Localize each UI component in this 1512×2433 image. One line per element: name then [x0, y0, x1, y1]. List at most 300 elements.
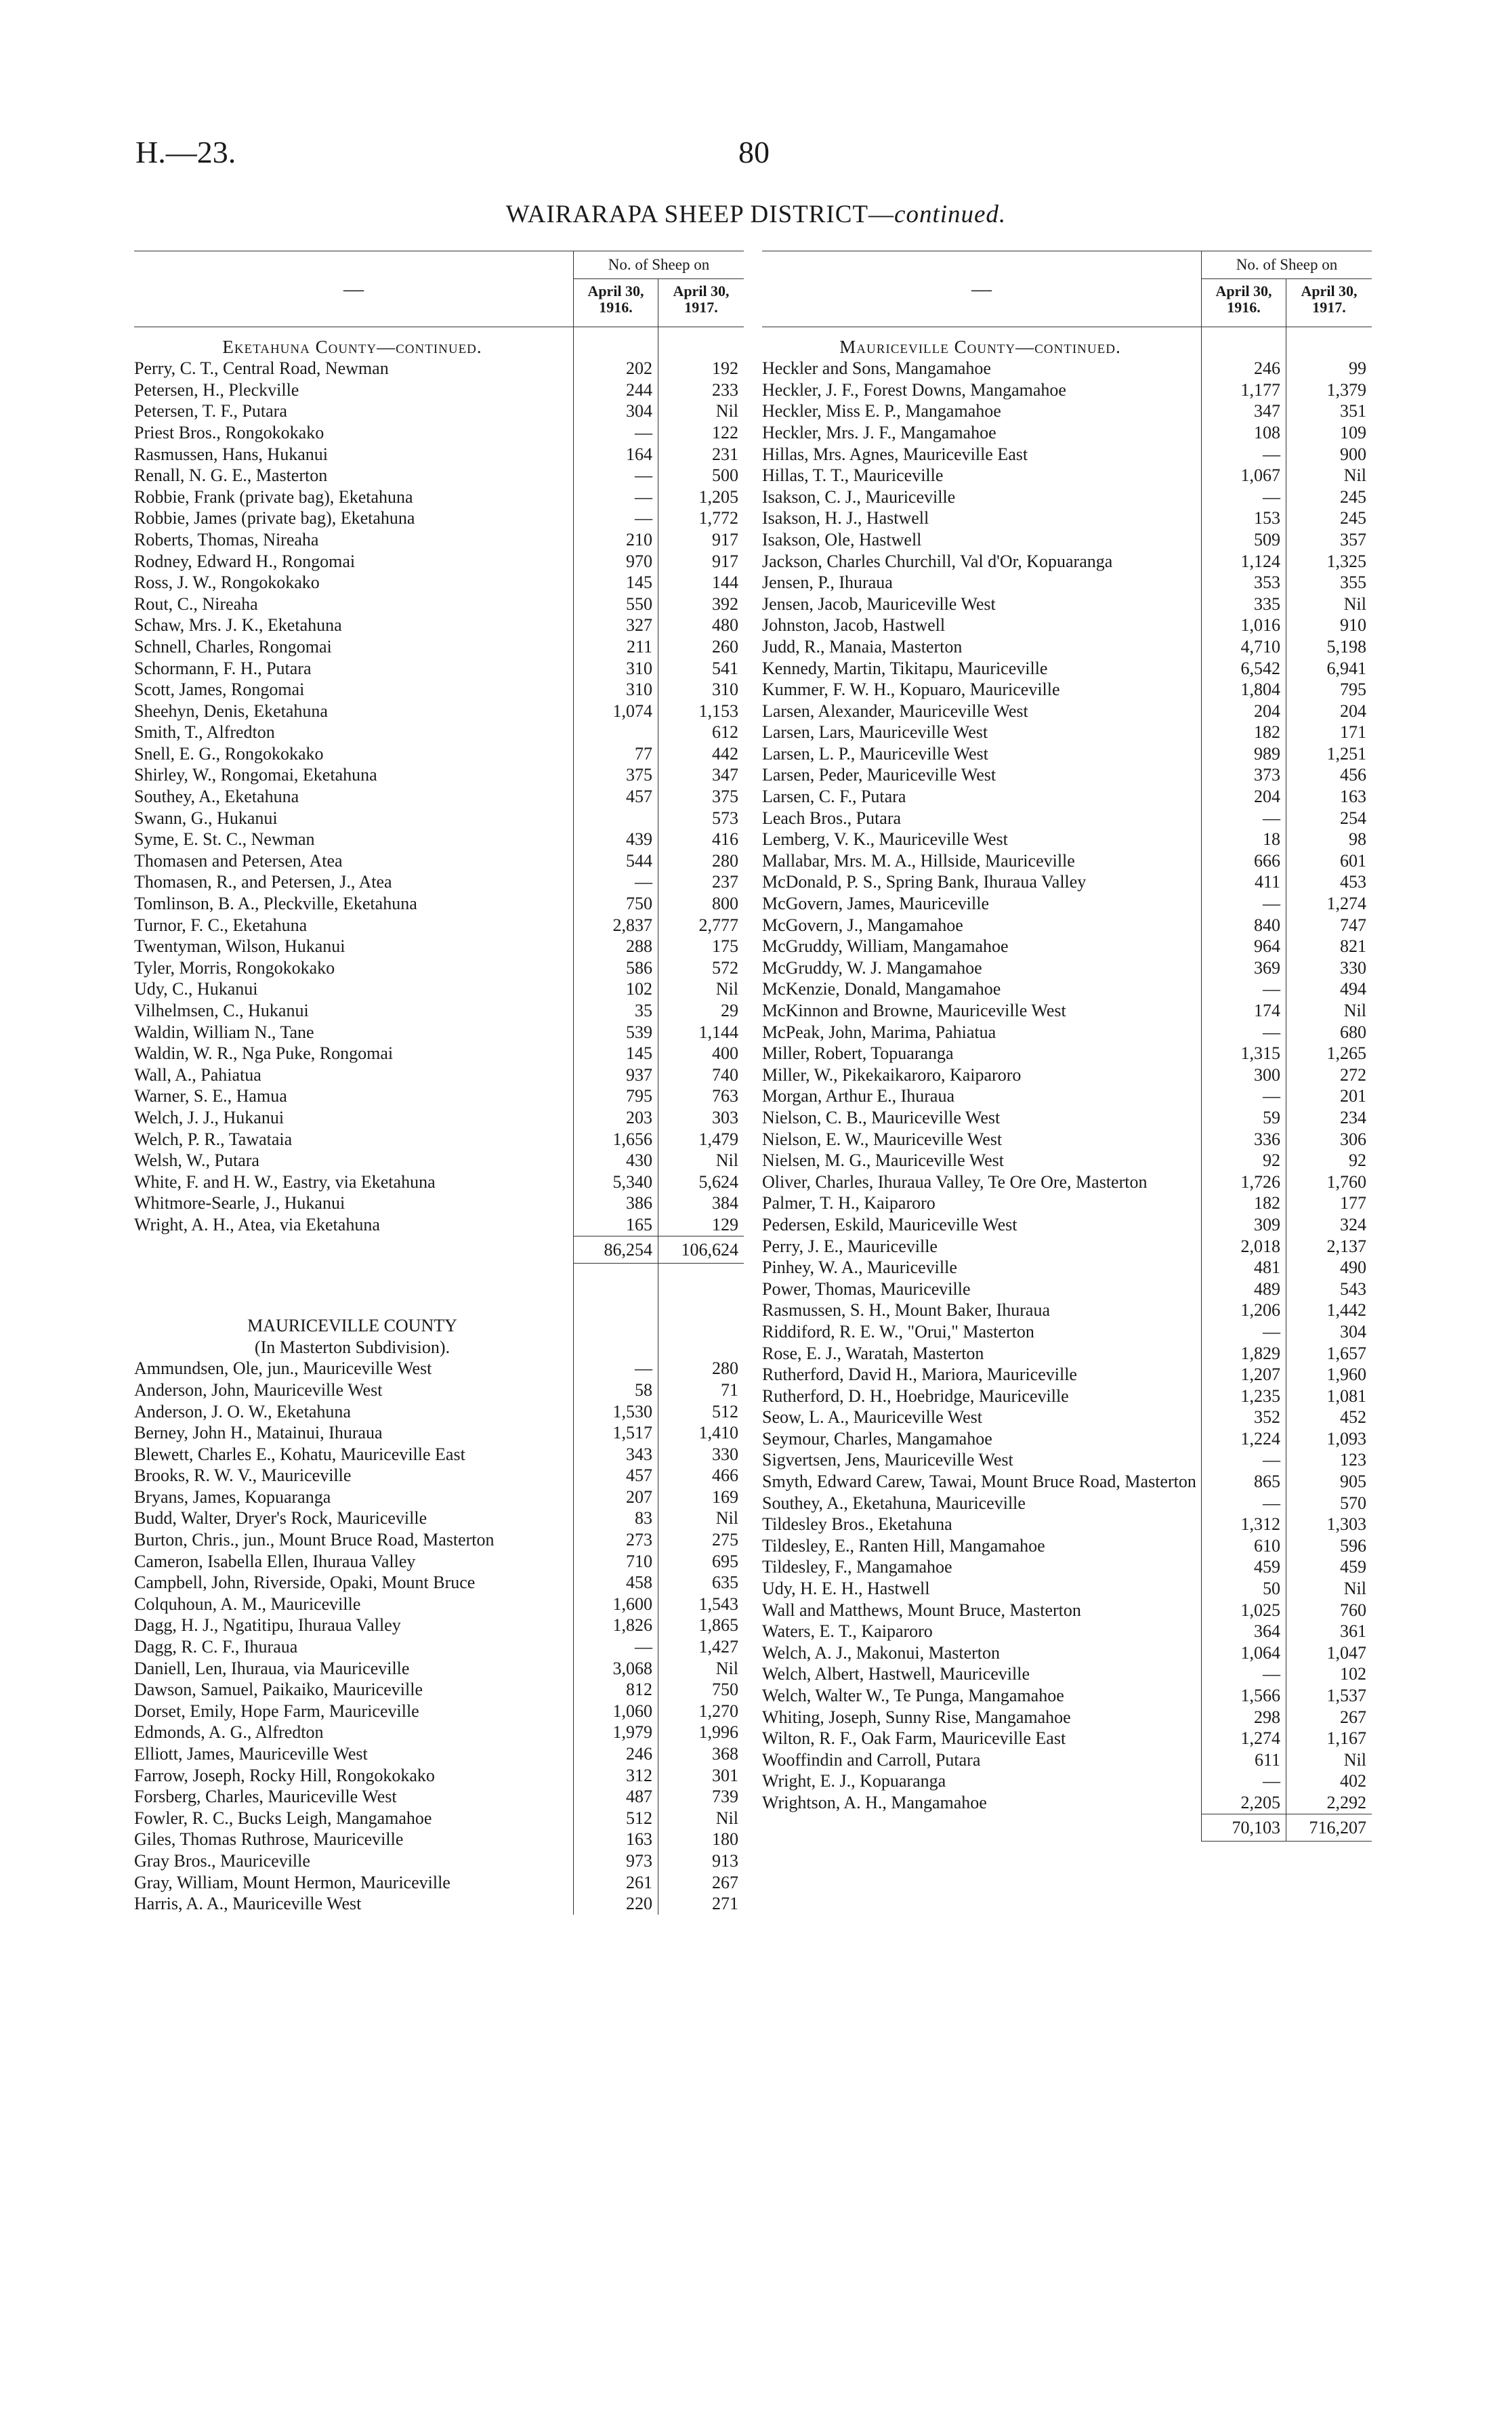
sheep-1917: 1,427 — [658, 1636, 744, 1658]
owner-name: Cameron, Isabella Ellen, Ihuraua Valley — [134, 1551, 416, 1571]
header-1917: April 30, 1917. — [658, 278, 744, 320]
table-row — [762, 1556, 1372, 1578]
table-row — [134, 1658, 744, 1680]
empty-cell — [658, 327, 744, 358]
table-row — [134, 915, 744, 936]
sheep-1917: 1,537 — [1286, 1685, 1372, 1707]
sheep-1917: 1,251 — [1286, 743, 1372, 765]
table-row — [762, 1749, 1372, 1771]
owner-name: Whitmore-Searle, J., Hukanui — [134, 1193, 345, 1213]
owner-name: Heckler and Sons, Mangamahoe — [762, 358, 991, 379]
empty-cell — [1202, 327, 1286, 358]
total-1917: 716,207 — [1286, 1814, 1372, 1842]
sheep-1916: 352 — [1202, 1407, 1286, 1428]
owner-name: Wall and Matthews, Mount Bruce, Masterton — [762, 1600, 1081, 1620]
table-row — [134, 551, 744, 573]
table-row — [762, 1171, 1372, 1193]
sheep-1916: 964 — [1202, 936, 1286, 957]
sheep-1917: 301 — [658, 1765, 744, 1787]
sheep-1917: 129 — [658, 1214, 744, 1236]
sheep-1916: 865 — [1202, 1471, 1286, 1493]
spacer-cell — [574, 1264, 658, 1285]
left-table — [134, 251, 744, 1915]
table-row — [134, 1743, 744, 1765]
owner-name: Rout, C., Nireaha — [134, 594, 258, 614]
owner-name: Blewett, Charles E., Kohatu, Mauriceville East — [134, 1444, 465, 1464]
sheep-1916: 273 — [574, 1529, 658, 1551]
sheep-1917: 1,760 — [1286, 1171, 1372, 1193]
owner-name: Smith, T., Alfredton — [134, 722, 275, 743]
sheep-1917: 1,996 — [658, 1722, 744, 1743]
owner-name: Dawson, Samuel, Paikaiko, Mauriceville — [134, 1680, 423, 1700]
owner-name: Isakson, H. J., Hastwell — [762, 508, 929, 528]
table-row — [762, 1299, 1372, 1321]
sheep-1917: 375 — [658, 786, 744, 808]
owner-name: Hillas, Mrs. Agnes, Mauriceville East — [762, 444, 1028, 464]
owner-name: Lemberg, V. K., Mauriceville West — [762, 829, 1008, 850]
sheep-1916: 1,315 — [1202, 1043, 1286, 1064]
header-group-label: No. of Sheep on — [574, 251, 744, 279]
sheep-1917: 6,941 — [1286, 658, 1372, 680]
table-row — [762, 444, 1372, 465]
owner-name: Gray Bros., Mauriceville — [134, 1850, 310, 1871]
sheep-1917: 1,274 — [1286, 893, 1372, 915]
sheep-1916: 6,542 — [1202, 658, 1286, 680]
table-row — [134, 636, 744, 658]
sheep-1917: 913 — [658, 1850, 744, 1872]
owner-name: Campbell, John, Riverside, Opaki, Mount Bruce — [134, 1573, 476, 1593]
sheep-1916: 18 — [1202, 829, 1286, 850]
sheep-1917: 29 — [658, 1000, 744, 1022]
sheep-1917: 368 — [658, 1743, 744, 1765]
sheep-1916: — — [1202, 1449, 1286, 1471]
owner-name: Kennedy, Martin, Tikitapu, Mauriceville — [762, 658, 1048, 678]
sheep-1916: 145 — [574, 1043, 658, 1064]
table-row — [134, 808, 744, 829]
owner-name: Petersen, T. F., Putara — [134, 401, 287, 421]
owner-name: Swann, G., Hukanui — [134, 808, 278, 828]
table-row — [134, 1701, 744, 1722]
section-heading: Eketahuna County—continued. — [222, 336, 482, 357]
sheep-1916: 261 — [574, 1872, 658, 1894]
table-row — [134, 422, 744, 444]
sheep-1916: 108 — [1202, 422, 1286, 444]
sheep-1916: 1,207 — [1202, 1364, 1286, 1386]
sheep-1916: — — [1202, 486, 1286, 508]
sheep-1917: 1,657 — [1286, 1343, 1372, 1365]
owner-name: Wrightson, A. H., Mangamahoe — [762, 1792, 987, 1812]
header-1916: April 30, 1916. — [1202, 278, 1286, 320]
sheep-1917: 330 — [1286, 957, 1372, 979]
sheep-1917: 192 — [658, 358, 744, 379]
sheep-1916: — — [574, 1636, 658, 1658]
total-row — [134, 1236, 744, 1264]
page-title — [0, 200, 1512, 229]
owner-name: Priest Bros., Rongokokako — [134, 422, 324, 442]
sheep-1917: 452 — [1286, 1407, 1372, 1428]
table-row — [134, 572, 744, 594]
sheep-1917: 1,167 — [1286, 1728, 1372, 1749]
owner-name: Gray, William, Mount Hermon, Mauriceville — [134, 1872, 450, 1892]
table-row — [762, 1386, 1372, 1407]
owner-name: Heckler, J. F., Forest Downs, Mangamahoe — [762, 379, 1066, 400]
sheep-1917: 260 — [658, 636, 744, 658]
header-rule-cell — [574, 320, 658, 327]
sheep-1917: 1,205 — [658, 486, 744, 508]
sheep-1916: 840 — [1202, 915, 1286, 936]
owner-name: Riddiford, R. E. W., "Orui," Masterton — [762, 1321, 1034, 1342]
owner-name: Burton, Chris., jun., Mount Bruce Road, Masterton — [134, 1530, 495, 1550]
table-row — [134, 1358, 744, 1379]
sheep-1916: 457 — [574, 786, 658, 808]
sheep-1917: 123 — [1286, 1449, 1372, 1471]
owner-name: Roberts, Thomas, Nireaha — [134, 529, 319, 549]
owner-name: Nielson, E. W., Mauriceville West — [762, 1129, 1003, 1149]
table-row — [134, 1043, 744, 1064]
section-heading: MAURICEVILLE COUNTY — [247, 1316, 457, 1336]
sheep-1917: 1,047 — [1286, 1642, 1372, 1664]
owner-name: Dagg, R. C. F., Ihuraua — [134, 1637, 298, 1657]
table-row — [134, 764, 744, 786]
table-row — [762, 529, 1372, 551]
sheep-1917: 306 — [1286, 1129, 1372, 1150]
sheep-1917: 355 — [1286, 572, 1372, 594]
table-row — [762, 1364, 1372, 1386]
owner-name: Robbie, Frank (private bag), Eketahuna — [134, 486, 413, 507]
table-row — [134, 1722, 744, 1743]
owner-name: Welch, Albert, Hastwell, Mauriceville — [762, 1664, 1030, 1684]
sheep-1916: 411 — [1202, 871, 1286, 893]
sheep-1916: 244 — [574, 379, 658, 401]
owner-name: Jackson, Charles Churchill, Val d'Or, Kopuaranga — [762, 551, 1113, 571]
sheep-1916: 1,804 — [1202, 679, 1286, 701]
table-row — [762, 1685, 1372, 1707]
sheep-1916: 544 — [574, 850, 658, 872]
sheep-1916: — — [1202, 1770, 1286, 1792]
table-row — [134, 465, 744, 486]
owner-name: Udy, H. E. H., Hastwell — [762, 1579, 930, 1599]
sheep-1917: 2,137 — [1286, 1236, 1372, 1257]
right-column — [762, 251, 1372, 1842]
sheep-1916: 458 — [574, 1572, 658, 1594]
table-row — [762, 551, 1372, 573]
sheep-1916: 335 — [1202, 594, 1286, 615]
sheep-1916: 1,566 — [1202, 1685, 1286, 1707]
sheep-1917: Nil — [1286, 594, 1372, 615]
owner-name: Ammundsen, Ole, jun., Mauriceville West — [134, 1358, 432, 1379]
table-row — [134, 871, 744, 893]
sheep-1917: 201 — [1286, 1085, 1372, 1107]
owner-name: Colquhoun, A. M., Mauriceville — [134, 1594, 361, 1614]
sheep-1916: 973 — [574, 1850, 658, 1872]
table-row — [762, 978, 1372, 1000]
owner-name: Warner, S. E., Hamua — [134, 1086, 287, 1106]
header-rule-cell — [134, 320, 574, 327]
owner-name: Southey, A., Eketahuna, Mauriceville — [762, 1493, 1026, 1513]
sheep-1916: 4,710 — [1202, 636, 1286, 658]
table-row — [762, 829, 1372, 850]
table-row — [134, 1192, 744, 1214]
sheep-1917: 750 — [658, 1679, 744, 1701]
owner-name: Pedersen, Eskild, Mauriceville West — [762, 1214, 1017, 1234]
sheep-1917: 1,865 — [658, 1615, 744, 1636]
owner-name: Rodney, Edward H., Rongomai — [134, 551, 356, 571]
table-row — [762, 1129, 1372, 1150]
table-row — [134, 893, 744, 915]
table-row — [134, 594, 744, 615]
sheep-1916: 550 — [574, 594, 658, 615]
table-row — [762, 1663, 1372, 1685]
table-row — [762, 465, 1372, 486]
owner-name: Snell, E. G., Rongokokako — [134, 743, 324, 764]
sheep-1917: 601 — [1286, 850, 1372, 872]
sheep-1917: 231 — [658, 444, 744, 465]
owner-name: Leach Bros., Putara — [762, 808, 902, 828]
sheep-1916: 750 — [574, 893, 658, 915]
table-row — [762, 850, 1372, 872]
owner-name: McDonald, P. S., Spring Bank, Ihuraua Valley — [762, 872, 1087, 892]
sheep-1916: 50 — [1202, 1578, 1286, 1600]
owner-name: Heckler, Miss E. P., Mangamahoe — [762, 401, 1001, 421]
owner-name: Waldin, William N., Tane — [134, 1022, 314, 1042]
sheep-1917: 1,379 — [1286, 379, 1372, 401]
total-1917: 106,624 — [658, 1236, 744, 1264]
page-reference: H.—23. — [135, 135, 236, 169]
table-row — [762, 422, 1372, 444]
owner-name: Wall, A., Pahiatua — [134, 1064, 261, 1085]
spacer-cell — [134, 1285, 574, 1306]
sheep-1916: 369 — [1202, 957, 1286, 979]
sheep-1917: 680 — [1286, 1022, 1372, 1043]
table-row — [134, 957, 744, 979]
table-row — [762, 1107, 1372, 1129]
sheep-1917: 254 — [1286, 808, 1372, 829]
section-heading: (In Masterton Subdivision). — [254, 1337, 450, 1357]
section-heading-cell — [134, 327, 574, 358]
owner-name: Bryans, James, Kopuaranga — [134, 1486, 331, 1507]
header-blank — [762, 251, 1202, 279]
sheep-1916: — — [574, 1358, 658, 1379]
owner-name: Waters, E. T., Kaiparoro — [762, 1621, 933, 1642]
owner-name: Wooffindin and Carroll, Putara — [762, 1749, 981, 1770]
owner-name: Berney, John H., Matainui, Ihuraua — [134, 1423, 383, 1443]
sheep-1917: 572 — [658, 957, 744, 979]
sheep-1916: 174 — [1202, 1000, 1286, 1022]
table-row — [762, 1064, 1372, 1086]
owner-name: Palmer, T. H., Kaiparoro — [762, 1193, 936, 1213]
table-row — [134, 1064, 744, 1086]
sheep-1917: 1,479 — [658, 1129, 744, 1150]
sheep-1916: 439 — [574, 829, 658, 850]
sheep-1916: 298 — [1202, 1707, 1286, 1728]
owner-name: Waldin, W. R., Nga Puke, Rongomai — [134, 1043, 394, 1064]
sheep-1917: Nil — [658, 978, 744, 1000]
spacer-cell — [658, 1264, 744, 1285]
table-row — [134, 1379, 744, 1401]
sheep-1916: — — [574, 507, 658, 529]
sheep-1916: 666 — [1202, 850, 1286, 872]
table-row — [762, 1493, 1372, 1514]
sheep-1916: 364 — [1202, 1621, 1286, 1642]
owner-name: Wilton, R. F., Oak Farm, Mauriceville East — [762, 1728, 1066, 1749]
page-number: 80 — [738, 135, 770, 169]
sheep-1917: 763 — [658, 1085, 744, 1107]
sheep-1917: Nil — [658, 1150, 744, 1171]
sheep-1916: 246 — [574, 1743, 658, 1765]
owner-name: Brooks, R. W. V., Mauriceville — [134, 1465, 352, 1486]
owner-name: Larsen, C. F., Putara — [762, 787, 906, 807]
owner-name: Rutherford, D. H., Hoebridge, Mauriceville — [762, 1386, 1069, 1406]
owner-name: Schnell, Charles, Rongomai — [134, 636, 332, 657]
header-rule-cell — [1286, 320, 1372, 327]
owner-name: Twentyman, Wilson, Hukanui — [134, 936, 345, 957]
table-row — [762, 1407, 1372, 1428]
table-row — [762, 1642, 1372, 1664]
table-row — [762, 1535, 1372, 1557]
sheep-1916: 430 — [574, 1150, 658, 1171]
owner-name: Tyler, Morris, Rongokokako — [134, 957, 335, 978]
sheep-1917: 740 — [658, 1064, 744, 1086]
sheep-1917: 795 — [1286, 679, 1372, 701]
sheep-1917: Nil — [1286, 1578, 1372, 1600]
owner-name: Tildesley, F., Mangamahoe — [762, 1557, 952, 1577]
table-row — [134, 1594, 744, 1615]
sheep-1917: 494 — [1286, 978, 1372, 1000]
table-row — [134, 1000, 744, 1022]
sheep-1916: 1,274 — [1202, 1728, 1286, 1749]
table-row — [134, 1808, 744, 1829]
sheep-1917: 271 — [658, 1893, 744, 1915]
sheep-1916: 1,530 — [574, 1401, 658, 1423]
sheep-1917: 400 — [658, 1043, 744, 1064]
table-row — [134, 978, 744, 1000]
table-row — [134, 786, 744, 808]
empty-cell — [658, 1337, 744, 1358]
table-row — [134, 1085, 744, 1107]
sheep-1916: — — [1202, 978, 1286, 1000]
table-row — [134, 1444, 744, 1465]
owner-name: Edmonds, A. G., Alfredton — [134, 1722, 324, 1743]
sheep-1916: 386 — [574, 1192, 658, 1214]
sheep-1917: 905 — [1286, 1471, 1372, 1493]
sheep-1917: 361 — [1286, 1621, 1372, 1642]
sheep-1916: 145 — [574, 572, 658, 594]
section-heading-row — [134, 1337, 744, 1358]
sheep-1916 — [574, 722, 658, 743]
empty-cell — [658, 1306, 744, 1337]
sheep-1916: — — [574, 486, 658, 508]
sheep-1916: — — [574, 465, 658, 486]
owner-name: Southey, A., Eketahuna — [134, 787, 299, 807]
table-row — [762, 957, 1372, 979]
sheep-1916: 153 — [1202, 507, 1286, 529]
sheep-1916: 1,826 — [574, 1615, 658, 1636]
owner-name: Larsen, L. P., Mauriceville West — [762, 743, 988, 764]
sheep-1916: — — [574, 871, 658, 893]
table-row — [762, 1321, 1372, 1343]
sheep-1916: — — [1202, 1085, 1286, 1107]
sheep-1917: 324 — [1286, 1214, 1372, 1236]
table-row — [134, 1615, 744, 1636]
spacer-row — [134, 1285, 744, 1306]
table-row — [134, 1022, 744, 1043]
sheep-1917: 1,960 — [1286, 1364, 1372, 1386]
table-row — [762, 615, 1372, 636]
sheep-1916: 1,726 — [1202, 1171, 1286, 1193]
sheep-1917: 347 — [658, 764, 744, 786]
spacer-cell — [658, 1285, 744, 1306]
sheep-1916: 327 — [574, 615, 658, 636]
sheep-1917: 237 — [658, 871, 744, 893]
table-row — [762, 1000, 1372, 1022]
sheep-1917: 280 — [658, 1358, 744, 1379]
owner-name: Power, Thomas, Mauriceville — [762, 1278, 971, 1299]
owner-name: McGovern, J., Mangamahoe — [762, 915, 963, 935]
owner-name: McKenzie, Donald, Mangamahoe — [762, 979, 1001, 999]
sheep-1916: 611 — [1202, 1749, 1286, 1771]
sheep-1917: 163 — [1286, 786, 1372, 808]
sheep-1916: 102 — [574, 978, 658, 1000]
sheep-1916: — — [1202, 1022, 1286, 1043]
sheep-1916: 203 — [574, 1107, 658, 1129]
section-heading-row — [134, 327, 744, 358]
table-header-row — [134, 251, 744, 279]
sheep-1916: 1,600 — [574, 1594, 658, 1615]
sheep-1916: 58 — [574, 1379, 658, 1401]
header-blank — [134, 251, 574, 279]
owner-name: Welsh, W., Putara — [134, 1150, 259, 1171]
table-row — [134, 486, 744, 508]
table-row — [762, 1043, 1372, 1064]
sheep-1917: 910 — [1286, 615, 1372, 636]
table-row — [762, 486, 1372, 508]
table-row — [134, 1551, 744, 1573]
sheep-1917: 760 — [1286, 1600, 1372, 1621]
owner-name: Petersen, H., Pleckville — [134, 379, 299, 400]
table-row — [134, 1529, 744, 1551]
table-row — [134, 850, 744, 872]
table-row — [134, 1765, 744, 1787]
sheep-1916: 1,235 — [1202, 1386, 1286, 1407]
owner-name: Welch, J. J., Hukanui — [134, 1107, 285, 1127]
owner-name: Tildesley Bros., Eketahuna — [762, 1514, 952, 1535]
sheep-1916: 970 — [574, 551, 658, 573]
sheep-1917: 612 — [658, 722, 744, 743]
sheep-1917: 466 — [658, 1465, 744, 1486]
sheep-1916: 2,837 — [574, 915, 658, 936]
total-1916: 86,254 — [574, 1236, 658, 1264]
table-row — [762, 1085, 1372, 1107]
sheep-1916: — — [1202, 808, 1286, 829]
table-row — [762, 1343, 1372, 1365]
sheep-1917: 821 — [1286, 936, 1372, 957]
sheep-1916: 1,656 — [574, 1129, 658, 1150]
sheep-1917: 739 — [658, 1786, 744, 1808]
sheep-1916: 459 — [1202, 1556, 1286, 1578]
table-row — [762, 636, 1372, 658]
sheep-1917: 175 — [658, 936, 744, 957]
sheep-1917: 917 — [658, 551, 744, 573]
sheep-1917: 695 — [658, 1551, 744, 1573]
sheep-1916: 489 — [1202, 1278, 1286, 1300]
table-row — [134, 529, 744, 551]
sheep-1916: 1,829 — [1202, 1343, 1286, 1365]
spacer-cell — [134, 1264, 574, 1285]
sheep-1916: 210 — [574, 529, 658, 551]
sheep-1917: 1,144 — [658, 1022, 744, 1043]
table-row — [134, 444, 744, 465]
owner-name: Perry, J. E., Mauriceville — [762, 1236, 938, 1256]
